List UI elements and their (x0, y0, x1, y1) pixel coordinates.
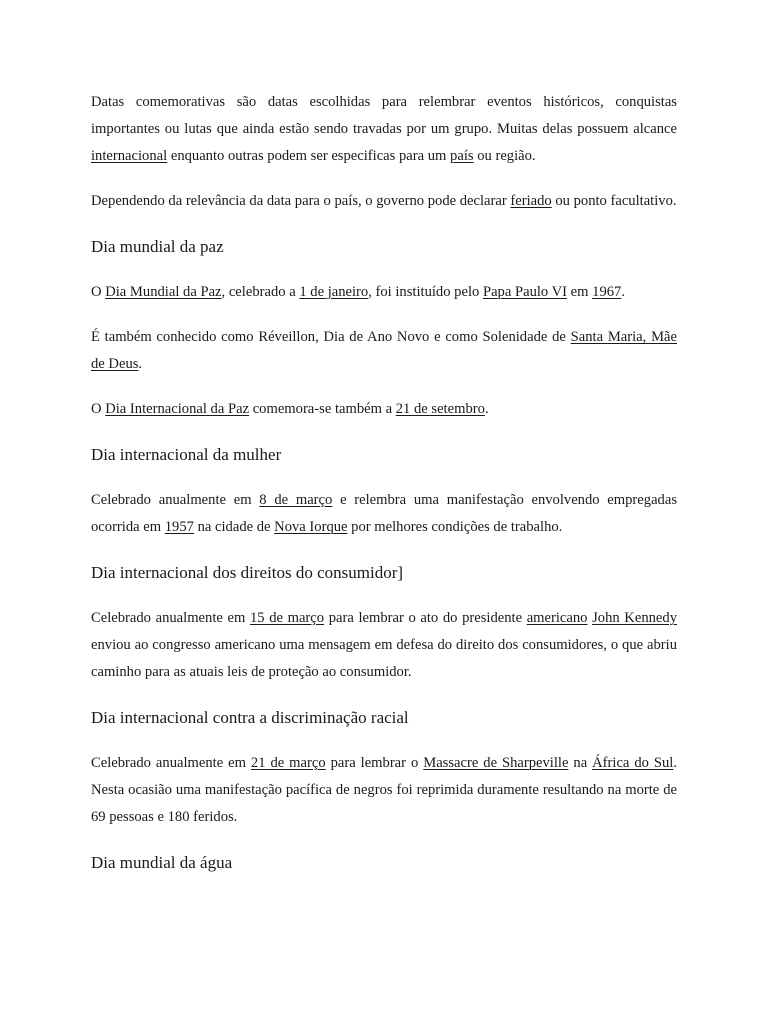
link-1967[interactable]: 1967 (592, 284, 622, 300)
paragraph-text: comemora-se também a (249, 401, 396, 417)
paz-paragraph-1 (91, 279, 677, 306)
link-papa-paulo-vi[interactable]: Papa Paulo VI (482, 284, 567, 300)
heading-dia-mundial-da-agua: Dia mundial da água (91, 853, 233, 872)
intro-text: enquanto outras podem ser especificas para um (167, 148, 451, 164)
paragraph-text: . (138, 356, 143, 372)
link-massacre-de-sharpeville[interactable]: Massacre de Sharpeville (423, 755, 569, 771)
paragraph-text: enviou ao congresso americano uma mensagem em defesa do direito dos consumidores, o que abriu caminho para as atuais leis de proteção ao consumidor. (91, 637, 677, 680)
link-feriado[interactable]: feriado (510, 193, 552, 209)
paragraph-text: . (484, 401, 489, 417)
link-santa-maria[interactable]: Santa Maria, Mãe de Deus (91, 329, 677, 372)
paragraph-text: , celebrado a (221, 284, 300, 300)
paragraph-text: . (621, 284, 625, 300)
link-21-de-setembro[interactable]: 21 de setembro (395, 401, 485, 417)
intro-text: ou região. (473, 148, 536, 164)
paragraph-text: por melhores condições de trabalho. (347, 519, 563, 535)
link-21-de-marco[interactable]: 21 de março (250, 755, 326, 771)
heading-dia-internacional-da-mulher: Dia internacional da mulher (91, 445, 282, 464)
link-1-de-janeiro[interactable]: 1 de janeiro (299, 284, 369, 300)
paragraph-text: na cidade de (193, 519, 275, 535)
paz-paragraph-3 (91, 396, 677, 423)
paragraph-text: em (567, 284, 593, 300)
paragraph-text: , foi instituído pelo (368, 284, 483, 300)
paragraph-text: para lembrar o ato do presidente (324, 610, 527, 626)
link-john-kennedy[interactable]: John Kennedy (592, 610, 677, 626)
paragraph-text: para lembrar o (325, 755, 424, 771)
paragraph-text: . Nesta ocasião uma manifestação pacífica de negros foi reprimida duramente resultando na morte de 69 pessoas e 180 feridos. (91, 755, 677, 825)
link-nova-iorque[interactable]: Nova Iorque (274, 519, 348, 535)
paz-paragraph-2 (91, 324, 677, 378)
heading-discriminacao-racial: Dia internacional contra a discriminação racial (91, 708, 409, 727)
feriado-paragraph (91, 188, 677, 215)
link-dia-mundial-da-paz[interactable]: Dia Mundial da Paz (105, 284, 222, 300)
link-internacional[interactable]: internacional (91, 148, 168, 164)
paragraph-text: O (91, 284, 106, 300)
link-africa-do-sul[interactable]: África do Sul (592, 755, 674, 771)
paragraph-text: Celebrado anualmente em (91, 755, 251, 771)
mulher-paragraph (91, 487, 677, 541)
paragraph-text: e relembra uma manifestação envolvendo empregadas ocorrida em (91, 492, 677, 535)
document-page (91, 89, 677, 895)
link-8-de-marco[interactable]: 8 de março (259, 492, 333, 508)
consumidor-paragraph (91, 605, 677, 686)
link-pais[interactable]: país (450, 148, 474, 164)
paragraph-text: ou ponto facultativo. (551, 193, 677, 209)
link-dia-internacional-da-paz[interactable]: Dia Internacional da Paz (105, 401, 250, 417)
racial-paragraph (91, 750, 677, 831)
paragraph-text: Celebrado anualmente em (91, 610, 250, 626)
intro-paragraph (91, 89, 677, 170)
heading-dia-do-consumidor: Dia internacional dos direitos do consumidor] (91, 563, 404, 582)
paragraph-text: É também conhecido como Réveillon, Dia de Ano Novo e como Solenidade de (91, 329, 571, 345)
heading-dia-mundial-da-paz: Dia mundial da paz (91, 237, 224, 256)
paragraph-text: na (568, 755, 593, 771)
paragraph-text: Celebrado anualmente em (91, 492, 260, 508)
link-15-de-marco[interactable]: 15 de março (249, 610, 325, 626)
intro-text: Datas comemorativas são datas escolhidas para relembrar eventos históricos, conquistas importantes ou lutas que ainda estão sendo travadas por um grupo. Muitas delas possuem alcance (91, 94, 677, 137)
link-americano[interactable]: americano (526, 610, 588, 626)
link-1957[interactable]: 1957 (164, 519, 194, 535)
paragraph-text: Dependendo da relevância da data para o país, o governo pode declarar (91, 193, 511, 209)
paragraph-text: O (91, 401, 106, 417)
